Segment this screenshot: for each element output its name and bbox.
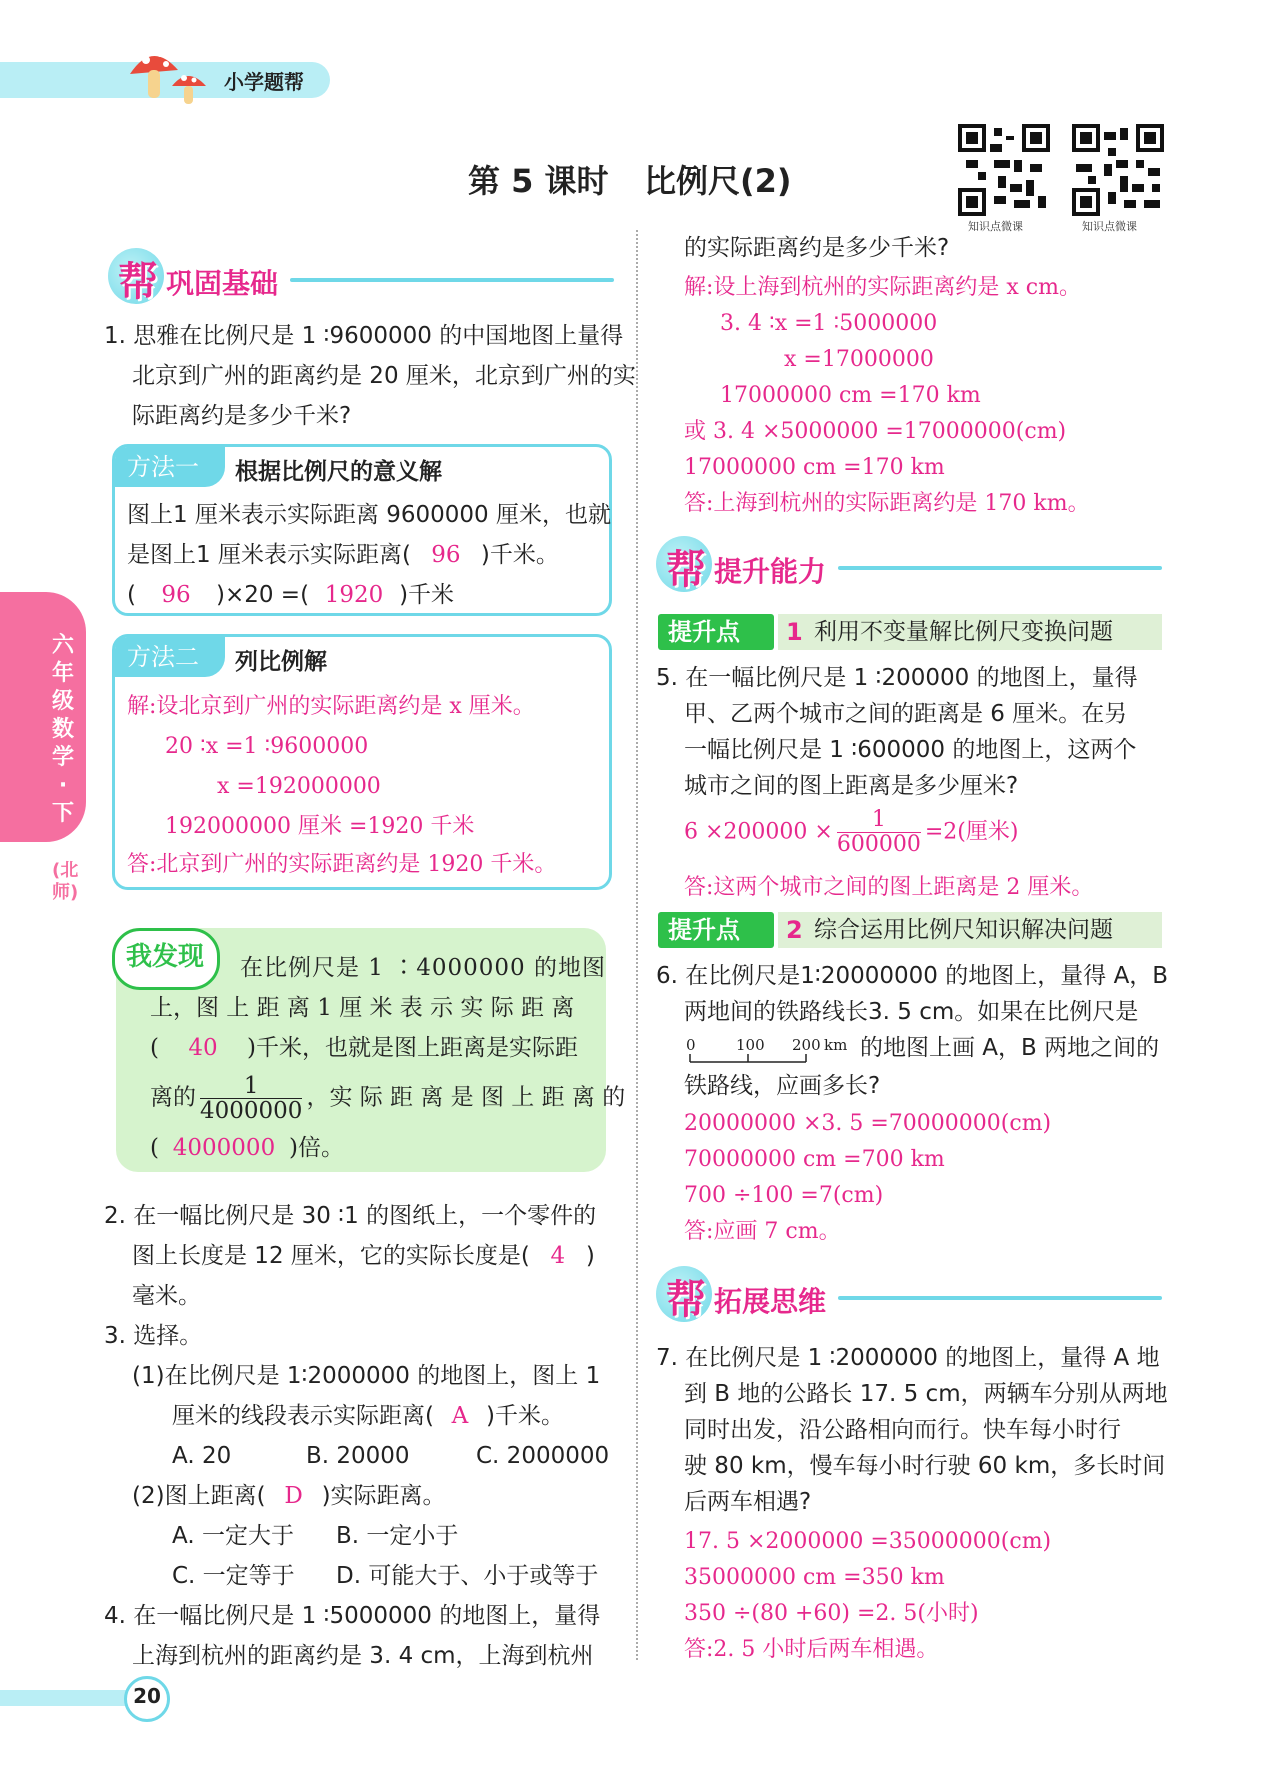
scale-unit: km <box>824 1036 848 1054</box>
bang-glyph: 帮 <box>666 1277 706 1323</box>
side-edition-text: (北师) <box>52 860 79 903</box>
answer-line: 17000000 cm =170 km <box>684 455 945 480</box>
answer-line: 700 ÷100 =7(cm) <box>684 1183 884 1208</box>
bang-glyph: 帮 <box>118 259 158 305</box>
section-title: 拓展思维 <box>714 1285 827 1318</box>
section-title: 提升能力 <box>714 555 827 588</box>
question-2-line3: 毫米。 <box>132 1283 201 1309</box>
page-number: 20 <box>133 1684 161 1708</box>
discover-line2: 上，图 上 距 离 1 厘 米 表 示 实 际 距 离 <box>150 995 575 1021</box>
method-1-box <box>112 444 612 616</box>
section-rule <box>838 1296 1162 1300</box>
text: ( <box>127 582 136 608</box>
question-1: 1. 思雅在比例尺是 1 ∶9600000 的中国地图上量得北京到广州的距离约是 20 厘米，北京到广州的实际距离约是多少千米? <box>104 323 636 429</box>
answer-line: 17000000 cm =170 km <box>720 383 981 408</box>
question-3-part1b <box>172 1396 564 1436</box>
blank-answer: D <box>284 1483 303 1509</box>
question-7-line: 到 B 地的公路长 17. 5 cm，两辆车分别从两地 <box>684 1381 1168 1407</box>
question-5-line: 城市之间的图上距离是多少厘米? <box>684 773 1019 799</box>
question-4-line3: 的实际距离约是多少千米? <box>684 235 950 261</box>
bang-glyph: 帮 <box>666 547 706 593</box>
answer-line: 3. 4 ∶x =1 ∶5000000 <box>720 311 938 336</box>
text: (2)图上距离( <box>132 1483 266 1509</box>
blank-answer: 40 <box>188 1035 218 1061</box>
option: A. 20 <box>172 1443 232 1469</box>
tip-number: 2 <box>786 916 803 944</box>
answer-line <box>684 808 1018 857</box>
question-3-title: 3. 选择。 <box>104 1323 203 1349</box>
text: )千米。 <box>480 542 559 568</box>
section-rule <box>838 566 1162 570</box>
text: ，实 际 距 离 是 图 上 距 离 的 <box>306 1084 626 1111</box>
text: )实际距离。 <box>321 1483 446 1509</box>
answer-line: 答:这两个城市之间的图上距离是 2 厘米。 <box>684 875 1094 900</box>
answer-line: 解:设北京到广州的实际距离约是 x 厘米。 <box>127 694 535 719</box>
method-2-box <box>112 634 612 890</box>
tip-tag: 提升点 <box>658 912 774 948</box>
denominator: 4000000 <box>200 1098 303 1124</box>
text: )×20 =( <box>215 582 310 608</box>
method-1-title: 根据比例尺的意义解 <box>235 459 442 485</box>
question-2-line1: 2. 在一幅比例尺是 30 ∶1 的图纸上，一个零件的 <box>104 1203 597 1229</box>
answer-line: x =192000000 <box>217 774 381 799</box>
tip-text: 利用不变量解比例尺变换问题 <box>814 619 1113 645</box>
lesson-number: 第 5 课时 <box>468 162 609 200</box>
option: C. 一定等于 <box>172 1563 295 1589</box>
section-title: 巩固基础 <box>166 267 279 300</box>
text: )倍。 <box>288 1135 344 1161</box>
question-3-part2 <box>132 1476 446 1516</box>
option: B. 一定小于 <box>336 1523 459 1549</box>
qr-caption-2: 知识点微课 <box>1082 220 1137 233</box>
text: ( <box>150 1135 159 1161</box>
qr-code-2[interactable] <box>1072 124 1164 216</box>
method-2-tab: 方法二 <box>115 637 225 677</box>
blank-answer: 4 <box>550 1243 566 1269</box>
question-7-line: 驶 80 km，慢车每小时行驶 60 km，多长时间 <box>684 1453 1166 1479</box>
answer-line: 192000000 厘米 =1920 千米 <box>165 814 475 839</box>
question-4-line1: 4. 在一幅比例尺是 1 ∶5000000 的地图上，量得 <box>104 1603 601 1629</box>
scale-tick: 0 <box>686 1036 696 1054</box>
blank-answer: 96 <box>161 582 191 608</box>
tip-number: 1 <box>786 618 803 646</box>
tip-2 <box>658 912 1162 948</box>
question-6-line1: 6. 在比例尺是1∶20000000 的地图上，量得 A，B <box>656 963 1169 989</box>
option: C. 2000000 <box>476 1443 610 1469</box>
qr-caption-1: 知识点微课 <box>968 220 1023 233</box>
text: 厘米的线段表示实际距离( <box>172 1403 434 1429</box>
denominator: 600000 <box>836 832 921 857</box>
option: A. 一定大于 <box>172 1523 294 1549</box>
text: 6 ×200000 × <box>684 819 833 845</box>
text: 离的 <box>150 1084 196 1111</box>
question-5-line: 一幅比例尺是 1 ∶600000 的地图上，这两个 <box>684 737 1137 763</box>
method-1-line1: 图上1 厘米表示实际距离 9600000 厘米，也就 <box>127 502 611 528</box>
answer-line: 70000000 cm =700 km <box>684 1147 945 1172</box>
question-5-line: 甲、乙两个城市之间的距离是 6 厘米。在另 <box>684 701 1128 727</box>
blank-answer: A <box>451 1403 469 1429</box>
question-6-line4: 铁路线，应画多长? <box>684 1073 881 1099</box>
discover-line5 <box>150 1128 344 1168</box>
tip-text: 综合运用比例尺知识解决问题 <box>814 917 1113 943</box>
section-rule <box>290 278 614 282</box>
answer-line: 20000000 ×3. 5 =70000000(cm) <box>684 1111 1052 1136</box>
answer-line: 350 ÷(80 +60) =2. 5(小时) <box>684 1601 979 1626</box>
discover-line1: 在比例尺是 1 ∶4000000 的地图 <box>240 955 606 981</box>
answer-line: x =17000000 <box>784 347 934 372</box>
lesson-title: 比例尺(2) <box>644 162 792 200</box>
numerator: 1 <box>837 808 921 833</box>
method-1-line3 <box>127 575 454 615</box>
question-7-line: 7. 在比例尺是 1 ∶2000000 的地图上，量得 A 地 <box>656 1345 1160 1371</box>
qr-code-1[interactable] <box>958 124 1050 216</box>
text: ) <box>585 1243 595 1269</box>
answer-line: 答:应画 7 cm。 <box>684 1219 841 1244</box>
text: )千米 <box>399 582 455 608</box>
fraction <box>200 1074 302 1123</box>
text: =2(厘米) <box>924 819 1019 845</box>
blank-answer: 96 <box>431 542 461 568</box>
answer-line: 20 ∶x =1 ∶9600000 <box>165 734 369 759</box>
fraction <box>837 808 921 857</box>
answer-line: 答:上海到杭州的实际距离约是 170 km。 <box>684 491 1090 516</box>
method-2-title: 列比例解 <box>235 649 327 675</box>
question-5-line: 5. 在一幅比例尺是 1 ∶200000 的地图上，量得 <box>656 665 1138 691</box>
question-7-line: 同时出发，沿公路相向而行。快车每小时行 <box>684 1417 1121 1443</box>
tip-1 <box>658 614 1162 650</box>
option: D. 可能大于、小于或等于 <box>336 1563 599 1589</box>
section-header-extend <box>656 1266 1162 1326</box>
answer-line: 或 3. 4 ×5000000 =17000000(cm) <box>684 419 1067 444</box>
mushroom-logo <box>122 40 218 110</box>
method-1-tab: 方法一 <box>115 447 225 487</box>
text: )千米。 <box>485 1403 564 1429</box>
section-header-improve <box>656 536 1162 596</box>
scale-tick: 100 <box>736 1036 765 1054</box>
side-grade-text: 六年级数学·下 <box>51 633 74 826</box>
tip-tag: 提升点 <box>658 614 774 650</box>
discover-line3 <box>150 1028 578 1068</box>
text: )千米，也就是图上距离是实际距 <box>246 1035 578 1061</box>
method-1-line2 <box>127 535 559 575</box>
answer-line: 35000000 cm =350 km <box>684 1565 945 1590</box>
numerator: 1 <box>200 1074 302 1099</box>
column-divider <box>636 230 638 1660</box>
option: B. 20000 <box>306 1443 410 1469</box>
answer-line: 17. 5 ×2000000 =35000000(cm) <box>684 1529 1052 1554</box>
section-header-basics <box>108 248 614 308</box>
discover-badge-text: 我发现 <box>126 942 205 972</box>
blank-answer: 1920 <box>324 582 384 608</box>
brand-name: 小学题帮 <box>224 70 304 94</box>
answer-line: 答:2. 5 小时后两车相遇。 <box>684 1637 939 1662</box>
question-6-line2: 两地间的铁路线长3. 5 cm。如果在比例尺是 <box>684 999 1139 1025</box>
question-7-line: 后两车相遇? <box>684 1489 812 1515</box>
scale-tick: 200 <box>792 1036 821 1054</box>
text: 是图上1 厘米表示实际距离( <box>127 542 411 568</box>
discover-line4 <box>150 1074 625 1123</box>
question-6-line3: 的地图上画 A，B 两地之间的 <box>860 1035 1160 1061</box>
answer-line: 答:北京到广州的实际距离约是 1920 千米。 <box>127 852 557 877</box>
question-2-line2 <box>132 1236 595 1276</box>
question-4-line2: 上海到杭州的距离约是 3. 4 cm，上海到杭州 <box>132 1643 594 1669</box>
answer-line: 解:设上海到杭州的实际距离约是 x cm。 <box>684 275 1081 300</box>
text: ( <box>150 1035 159 1061</box>
blank-answer: 4000000 <box>172 1135 276 1161</box>
text: 图上长度是 12 厘米，它的实际长度是( <box>132 1243 530 1269</box>
question-3-part1a: (1)在比例尺是 1∶2000000 的地图上，图上 1 <box>132 1363 601 1389</box>
